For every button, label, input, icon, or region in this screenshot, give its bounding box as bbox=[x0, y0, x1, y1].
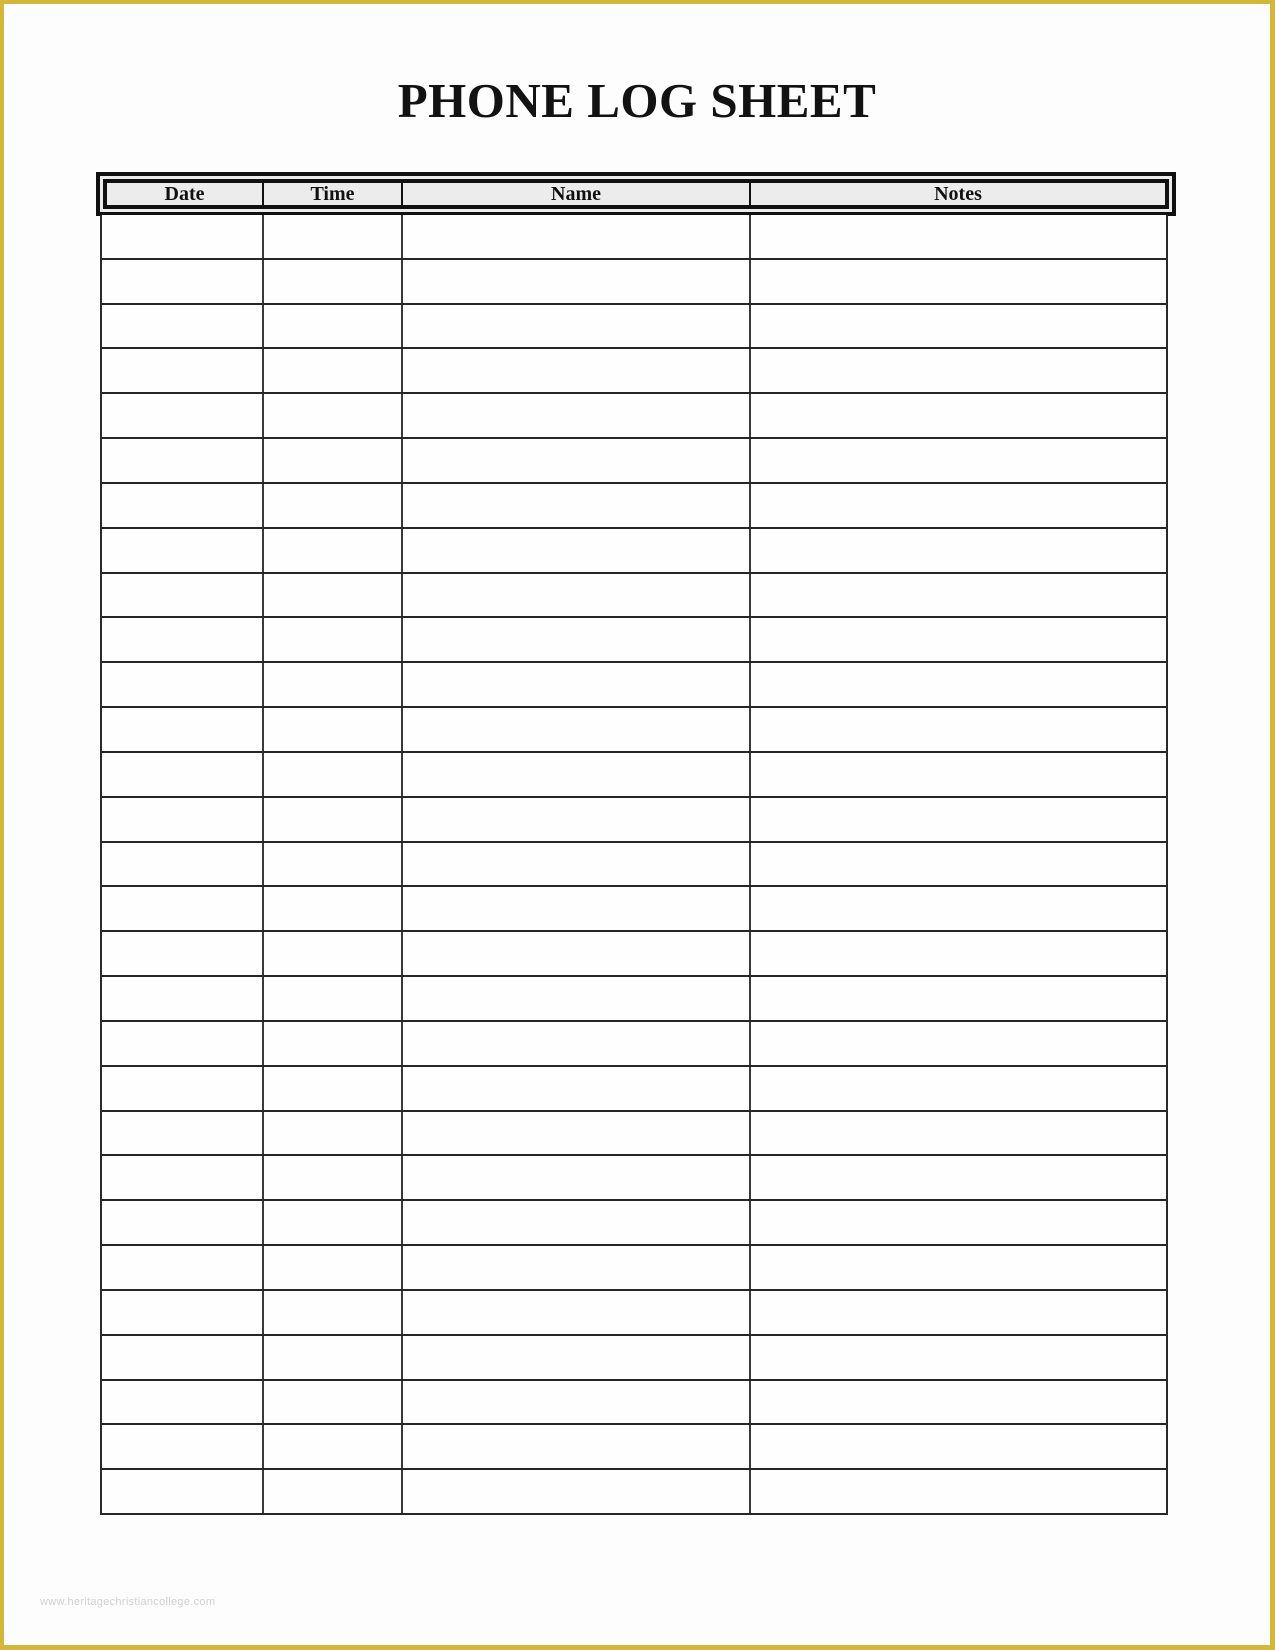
cell-notes-row-19[interactable] bbox=[749, 1022, 1166, 1065]
cell-name-row-5[interactable] bbox=[401, 394, 749, 437]
table-row bbox=[102, 843, 1166, 888]
cell-date-row-6[interactable] bbox=[102, 439, 262, 482]
cell-name-row-13[interactable] bbox=[401, 753, 749, 796]
table-row bbox=[102, 1112, 1166, 1157]
cell-time-row-23[interactable] bbox=[262, 1201, 401, 1244]
cell-date-row-1[interactable] bbox=[102, 215, 262, 258]
cell-name-row-14[interactable] bbox=[401, 798, 749, 841]
cell-date-row-7[interactable] bbox=[102, 484, 262, 527]
table-header-row bbox=[96, 172, 1176, 216]
cell-name-row-7[interactable] bbox=[401, 484, 749, 527]
cell-date-row-14[interactable] bbox=[102, 798, 262, 841]
table-row bbox=[102, 887, 1166, 932]
cell-time-row-8[interactable] bbox=[262, 529, 401, 572]
cell-name-row-9[interactable] bbox=[401, 574, 749, 617]
table-row bbox=[102, 663, 1166, 708]
cell-name-row-12[interactable] bbox=[401, 708, 749, 751]
cell-time-row-22[interactable] bbox=[262, 1156, 401, 1199]
table-row bbox=[102, 798, 1166, 843]
cell-time-row-2[interactable] bbox=[262, 260, 401, 303]
cell-notes-row-5[interactable] bbox=[749, 394, 1166, 437]
column-header-time: Time bbox=[262, 183, 401, 205]
cell-date-row-4[interactable] bbox=[102, 349, 262, 392]
cell-name-row-25[interactable] bbox=[401, 1291, 749, 1334]
cell-date-row-28[interactable] bbox=[102, 1425, 262, 1468]
cell-time-row-14[interactable] bbox=[262, 798, 401, 841]
cell-name-row-6[interactable] bbox=[401, 439, 749, 482]
cell-notes-row-18[interactable] bbox=[749, 977, 1166, 1020]
table-row bbox=[102, 574, 1166, 619]
cell-notes-row-17[interactable] bbox=[749, 932, 1166, 975]
cell-notes-row-25[interactable] bbox=[749, 1291, 1166, 1334]
cell-time-row-19[interactable] bbox=[262, 1022, 401, 1065]
cell-notes-row-9[interactable] bbox=[749, 574, 1166, 617]
cell-name-row-27[interactable] bbox=[401, 1381, 749, 1424]
cell-name-row-20[interactable] bbox=[401, 1067, 749, 1110]
column-header-notes: Notes bbox=[749, 183, 1165, 205]
cell-notes-row-27[interactable] bbox=[749, 1381, 1166, 1424]
cell-date-row-18[interactable] bbox=[102, 977, 262, 1020]
table-row bbox=[102, 529, 1166, 574]
cell-date-row-3[interactable] bbox=[102, 305, 262, 348]
cell-name-row-17[interactable] bbox=[401, 932, 749, 975]
cell-date-row-23[interactable] bbox=[102, 1201, 262, 1244]
cell-time-row-11[interactable] bbox=[262, 663, 401, 706]
cell-name-row-22[interactable] bbox=[401, 1156, 749, 1199]
cell-date-row-16[interactable] bbox=[102, 887, 262, 930]
cell-name-row-26[interactable] bbox=[401, 1336, 749, 1379]
cell-time-row-25[interactable] bbox=[262, 1291, 401, 1334]
cell-date-row-20[interactable] bbox=[102, 1067, 262, 1110]
cell-name-row-24[interactable] bbox=[401, 1246, 749, 1289]
cell-notes-row-26[interactable] bbox=[749, 1336, 1166, 1379]
table-row bbox=[102, 215, 1166, 260]
cell-date-row-27[interactable] bbox=[102, 1381, 262, 1424]
table-row bbox=[102, 1156, 1166, 1201]
cell-name-row-18[interactable] bbox=[401, 977, 749, 1020]
cell-time-row-4[interactable] bbox=[262, 349, 401, 392]
cell-notes-row-7[interactable] bbox=[749, 484, 1166, 527]
cell-notes-row-20[interactable] bbox=[749, 1067, 1166, 1110]
cell-notes-row-23[interactable] bbox=[749, 1201, 1166, 1244]
cell-date-row-11[interactable] bbox=[102, 663, 262, 706]
cell-time-row-24[interactable] bbox=[262, 1246, 401, 1289]
cell-notes-row-29[interactable] bbox=[749, 1470, 1166, 1513]
cell-time-row-17[interactable] bbox=[262, 932, 401, 975]
cell-date-row-17[interactable] bbox=[102, 932, 262, 975]
table-row bbox=[102, 1470, 1166, 1515]
cell-date-row-26[interactable] bbox=[102, 1336, 262, 1379]
cell-name-row-1[interactable] bbox=[401, 215, 749, 258]
table-row bbox=[102, 349, 1166, 394]
cell-time-row-5[interactable] bbox=[262, 394, 401, 437]
cell-time-row-6[interactable] bbox=[262, 439, 401, 482]
table-row bbox=[102, 260, 1166, 305]
table-row bbox=[102, 1067, 1166, 1112]
cell-date-row-9[interactable] bbox=[102, 574, 262, 617]
cell-name-row-15[interactable] bbox=[401, 843, 749, 886]
cell-notes-row-14[interactable] bbox=[749, 798, 1166, 841]
cell-notes-row-15[interactable] bbox=[749, 843, 1166, 886]
table-row bbox=[102, 305, 1166, 350]
cell-date-row-8[interactable] bbox=[102, 529, 262, 572]
cell-time-row-21[interactable] bbox=[262, 1112, 401, 1155]
watermark-url: www.heritagechristiancollege.com bbox=[40, 1596, 216, 1608]
cell-time-row-16[interactable] bbox=[262, 887, 401, 930]
cell-time-row-1[interactable] bbox=[262, 215, 401, 258]
cell-name-row-16[interactable] bbox=[401, 887, 749, 930]
cell-date-row-15[interactable] bbox=[102, 843, 262, 886]
cell-name-row-8[interactable] bbox=[401, 529, 749, 572]
cell-notes-row-28[interactable] bbox=[749, 1425, 1166, 1468]
cell-date-row-10[interactable] bbox=[102, 618, 262, 661]
cell-date-row-5[interactable] bbox=[102, 394, 262, 437]
table-row bbox=[102, 1291, 1166, 1336]
cell-name-row-4[interactable] bbox=[401, 349, 749, 392]
cell-date-row-21[interactable] bbox=[102, 1112, 262, 1155]
table-row bbox=[102, 394, 1166, 439]
cell-name-row-29[interactable] bbox=[401, 1470, 749, 1513]
table-row bbox=[102, 708, 1166, 753]
cell-time-row-28[interactable] bbox=[262, 1425, 401, 1468]
cell-notes-row-13[interactable] bbox=[749, 753, 1166, 796]
cell-notes-row-1[interactable] bbox=[749, 215, 1166, 258]
cell-date-row-25[interactable] bbox=[102, 1291, 262, 1334]
cell-notes-row-16[interactable] bbox=[749, 887, 1166, 930]
table-row bbox=[102, 618, 1166, 663]
table-row bbox=[102, 439, 1166, 484]
cell-name-row-3[interactable] bbox=[401, 305, 749, 348]
table-row bbox=[102, 1022, 1166, 1067]
cell-time-row-10[interactable] bbox=[262, 618, 401, 661]
page-title: PHONE LOG SHEET bbox=[397, 73, 877, 128]
table-row bbox=[102, 1336, 1166, 1381]
cell-notes-row-3[interactable] bbox=[749, 305, 1166, 348]
cell-name-row-19[interactable] bbox=[401, 1022, 749, 1065]
cell-date-row-24[interactable] bbox=[102, 1246, 262, 1289]
cell-date-row-13[interactable] bbox=[102, 753, 262, 796]
cell-name-row-21[interactable] bbox=[401, 1112, 749, 1155]
cell-time-row-29[interactable] bbox=[262, 1470, 401, 1513]
cell-notes-row-11[interactable] bbox=[749, 663, 1166, 706]
cell-date-row-22[interactable] bbox=[102, 1156, 262, 1199]
cell-time-row-13[interactable] bbox=[262, 753, 401, 796]
table-row bbox=[102, 932, 1166, 977]
table-row bbox=[102, 1246, 1166, 1291]
cell-date-row-19[interactable] bbox=[102, 1022, 262, 1065]
table-row bbox=[102, 1201, 1166, 1246]
cell-name-row-2[interactable] bbox=[401, 260, 749, 303]
cell-notes-row-22[interactable] bbox=[749, 1156, 1166, 1199]
column-header-date: Date bbox=[164, 183, 205, 205]
cell-time-row-12[interactable] bbox=[262, 708, 401, 751]
cell-name-row-23[interactable] bbox=[401, 1201, 749, 1244]
cell-notes-row-4[interactable] bbox=[749, 349, 1166, 392]
cell-notes-row-6[interactable] bbox=[749, 439, 1166, 482]
cell-date-row-29[interactable] bbox=[102, 1470, 262, 1513]
cell-time-row-18[interactable] bbox=[262, 977, 401, 1020]
table-row bbox=[102, 484, 1166, 529]
cell-time-row-3[interactable] bbox=[262, 305, 401, 348]
cell-notes-row-12[interactable] bbox=[749, 708, 1166, 751]
table-row bbox=[102, 1381, 1166, 1426]
cell-date-row-2[interactable] bbox=[102, 260, 262, 303]
table-row bbox=[102, 1425, 1166, 1470]
cell-name-row-28[interactable] bbox=[401, 1425, 749, 1468]
cell-name-row-10[interactable] bbox=[401, 618, 749, 661]
cell-notes-row-21[interactable] bbox=[749, 1112, 1166, 1155]
cell-date-row-12[interactable] bbox=[102, 708, 262, 751]
cell-time-row-27[interactable] bbox=[262, 1381, 401, 1424]
cell-time-row-9[interactable] bbox=[262, 574, 401, 617]
cell-time-row-20[interactable] bbox=[262, 1067, 401, 1110]
cell-notes-row-24[interactable] bbox=[749, 1246, 1166, 1289]
cell-time-row-26[interactable] bbox=[262, 1336, 401, 1379]
table-row bbox=[102, 753, 1166, 798]
cell-time-row-7[interactable] bbox=[262, 484, 401, 527]
cell-notes-row-8[interactable] bbox=[749, 529, 1166, 572]
cell-notes-row-2[interactable] bbox=[749, 260, 1166, 303]
cell-name-row-11[interactable] bbox=[401, 663, 749, 706]
log-table-body bbox=[100, 215, 1168, 1515]
cell-time-row-15[interactable] bbox=[262, 843, 401, 886]
cell-notes-row-10[interactable] bbox=[749, 618, 1166, 661]
table-row bbox=[102, 977, 1166, 1022]
column-header-name: Name bbox=[401, 183, 749, 205]
